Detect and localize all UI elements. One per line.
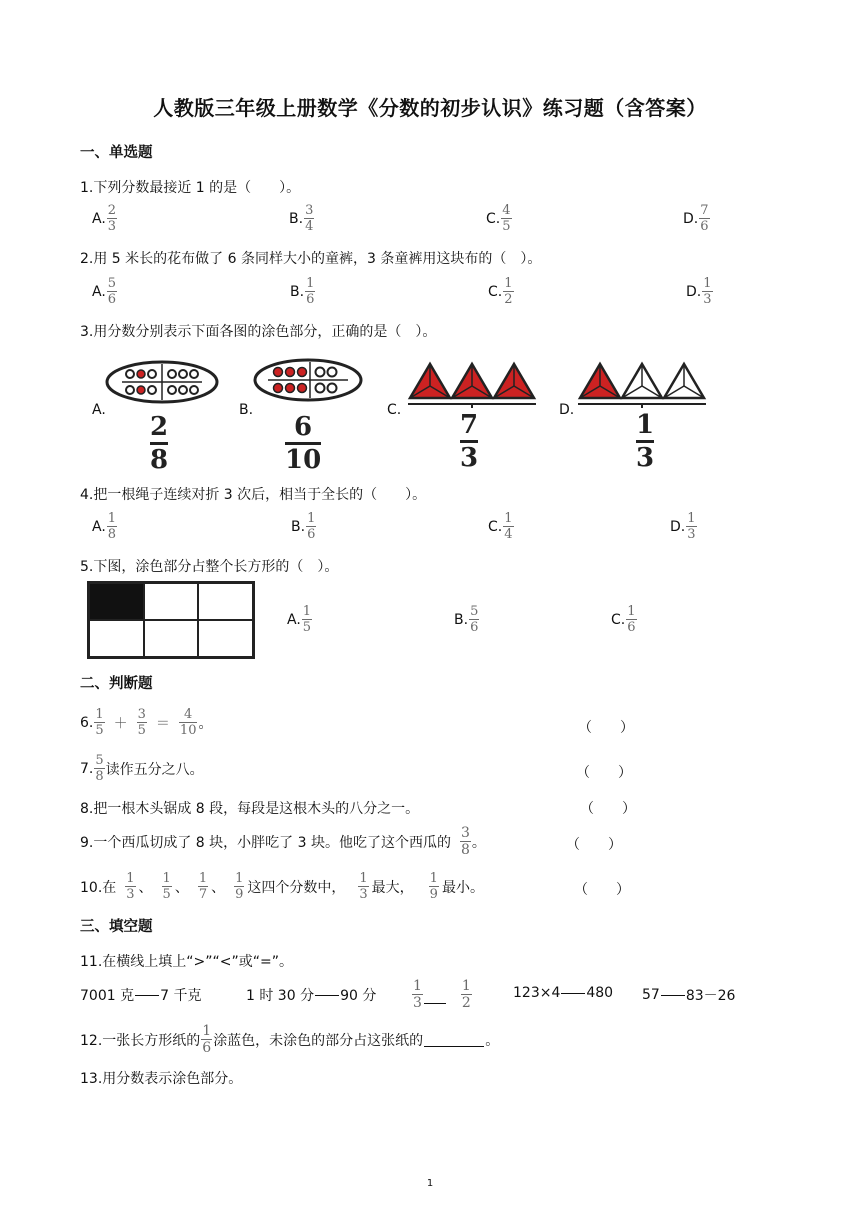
q3-option-c-fraction: 7 3 <box>460 410 479 473</box>
section-heading-single-choice: 一、单选题 <box>80 145 153 161</box>
page-number: 1 <box>426 1178 434 1189</box>
section-heading-fill-in: 三、填空题 <box>80 919 153 935</box>
answer-blank[interactable] <box>135 995 159 996</box>
fraction: $\frac{1}{6}$ <box>627 604 636 635</box>
q3-option-c-label[interactable]: C. <box>387 402 402 418</box>
q1-option-c[interactable]: C. $\frac{4}{5}$ <box>486 203 511 234</box>
q3-option-a-fraction: 2 8 <box>150 412 169 475</box>
grid-cell <box>89 620 144 657</box>
q5-option-c[interactable]: C. $\frac{1}{6}$ <box>611 604 636 635</box>
fraction: $\frac{3}{5}$ <box>137 707 146 738</box>
answer-blank[interactable] <box>561 993 585 994</box>
fraction: $\frac{1}{5}$ <box>162 871 171 902</box>
grid-cell <box>198 620 253 657</box>
fraction: $\frac{1}{3}$ <box>703 276 712 307</box>
grid-cell <box>144 583 199 620</box>
fraction: $\frac{1}{3}$ <box>126 871 135 902</box>
oval-circles-figure-b <box>252 356 364 406</box>
q4-option-d[interactable]: D. $\frac{1}{3}$ <box>670 511 696 542</box>
page-title: 人教版三年级上册数学《分数的初步认识》练习题（含答案） <box>153 96 707 120</box>
rectangle-grid-figure <box>87 581 255 659</box>
answer-blank[interactable] <box>424 1046 484 1047</box>
question-10: 10.在 $\frac{1}{3}$ 、 $\frac{1}{5}$ 、 $\frac{1}{7}$ 、 $\frac{1}{9}$ 这四个分数中， $\frac{1}{3}$ 最大， $\frac{1}{9}$ 最小。 <box>80 871 484 902</box>
fraction: $\frac{3}{8}$ <box>460 825 470 858</box>
q4-option-b[interactable]: B. $\frac{1}{6}$ <box>291 511 316 542</box>
fraction: $\frac{3}{4}$ <box>305 203 314 234</box>
fraction: $\frac{1}{6}$ <box>306 276 315 307</box>
fraction: $\frac{4}{10}$ <box>179 707 197 738</box>
q11-item-2: 1 时 30 分 90 分 <box>246 988 377 1004</box>
fraction: $\frac{1}{5}$ <box>302 604 312 635</box>
question-7: 7. $\frac{5}{8}$ 读作五分之八。 <box>80 753 204 784</box>
q1-option-a[interactable]: A. $\frac{2}{3}$ <box>92 203 117 234</box>
answer-blank[interactable] <box>315 995 339 996</box>
triangles-figure-d <box>574 358 710 408</box>
fraction: $\frac{1}{3}$ <box>359 871 368 902</box>
answer-blank[interactable] <box>424 1003 446 1004</box>
triangles-figure-c <box>404 358 540 408</box>
q11-item-5: 57 83－26 <box>642 987 736 1004</box>
q11-item-3 <box>412 979 472 1010</box>
q4-option-a[interactable]: A. $\frac{1}{8}$ <box>92 511 117 542</box>
fraction: $\frac{5}{6}$ <box>107 276 117 307</box>
question-6: 6. $\frac{1}{5}$ ＋ $\frac{3}{5}$ ＝ $\frac{4}{10}$ 。 <box>80 707 213 738</box>
q3-option-b-fraction: 6 10 <box>285 412 322 475</box>
q2-option-a[interactable]: A. $\frac{5}{6}$ <box>92 276 117 307</box>
q5-option-b[interactable]: B. $\frac{5}{6}$ <box>454 604 479 635</box>
fraction: $\frac{1}{5}$ <box>95 707 104 738</box>
answer-parens-q6[interactable]: （ ） <box>578 720 634 736</box>
q3-option-d-fraction: 1 3 <box>636 410 655 473</box>
shaded-cell <box>89 583 144 620</box>
question-11: 11.在横线上填上“>”“<”或“=”。 <box>80 954 293 970</box>
question-12: 12.一张长方形纸的 $\frac{1}{6}$ 涂蓝色，未涂色的部分占这张纸的 。 <box>80 1023 500 1056</box>
fraction: $\frac{1}{3}$ <box>687 511 696 542</box>
fraction: $\frac{4}{5}$ <box>502 203 511 234</box>
fraction: $\frac{1}{4}$ <box>504 511 513 542</box>
fraction: $\frac{1}{2}$ <box>461 978 471 1011</box>
fraction: $\frac{1}{6}$ <box>307 511 316 542</box>
q5-option-a[interactable]: A. $\frac{1}{5}$ <box>287 604 312 635</box>
fraction: $\frac{1}{3}$ <box>413 978 422 1011</box>
q3-option-d-label[interactable]: D. <box>559 402 575 418</box>
fraction: $\frac{7}{6}$ <box>700 203 709 234</box>
answer-parens-q10[interactable]: （ ） <box>574 882 630 898</box>
question-3: 3.用分数分别表示下面各图的涂色部分，正确的是（ ）。 <box>80 324 437 340</box>
question-13: 13.用分数表示涂色部分。 <box>80 1071 243 1087</box>
q11-item-4: 123×4 480 <box>513 985 614 1001</box>
fraction: $\frac{1}{6}$ <box>202 1023 212 1056</box>
answer-parens-q9[interactable]: （ ） <box>566 837 622 853</box>
q2-option-d[interactable]: D. $\frac{1}{3}$ <box>686 276 712 307</box>
question-5: 5.下图，涂色部分占整个长方形的（ ）。 <box>80 559 339 575</box>
q4-option-c[interactable]: C. $\frac{1}{4}$ <box>488 511 513 542</box>
question-1: 1.下列分数最接近 1 的是（ ）。 <box>80 180 301 196</box>
fraction: $\frac{1}{7}$ <box>198 871 208 902</box>
q11-item-1: 7001 克 7 千克 <box>80 988 202 1004</box>
q3-option-a-label[interactable]: A. <box>92 402 106 418</box>
question-4: 4.把一根绳子连续对折 3 次后，相当于全长的（ ）。 <box>80 487 427 503</box>
q2-option-c[interactable]: C. $\frac{1}{2}$ <box>488 276 513 307</box>
q1-option-b[interactable]: B. $\frac{3}{4}$ <box>289 203 314 234</box>
question-8: 8.把一根木头锯成 8 段，每段是这根木头的八分之一。 <box>80 801 420 817</box>
oval-circles-figure-a <box>104 358 222 408</box>
grid-cell <box>198 583 253 620</box>
fraction: $\frac{5}{6}$ <box>470 604 479 635</box>
fraction: $\frac{1}{9}$ <box>429 871 438 902</box>
fraction: $\frac{1}{9}$ <box>235 871 244 902</box>
fraction: $\frac{2}{3}$ <box>107 203 117 234</box>
q3-option-b-label[interactable]: B. <box>239 402 254 418</box>
q1-option-d[interactable]: D. $\frac{7}{6}$ <box>683 203 709 234</box>
fraction: $\frac{5}{8}$ <box>95 753 104 784</box>
fraction: $\frac{1}{8}$ <box>107 511 117 542</box>
grid-cell <box>144 620 199 657</box>
question-2: 2.用 5 米长的花布做了 6 条同样大小的童裤，3 条童裤用这块布的（ ）。 <box>80 251 542 267</box>
question-9: 9.一个西瓜切成了 8 块，小胖吃了 3 块。他吃了这个西瓜的 $\frac{3}{8}$ 。 <box>80 825 486 858</box>
section-heading-true-false: 二、判断题 <box>80 676 153 692</box>
answer-parens-q8[interactable]: （ ） <box>580 801 636 817</box>
answer-blank[interactable] <box>661 995 685 996</box>
fraction: $\frac{1}{2}$ <box>504 276 513 307</box>
answer-parens-q7[interactable]: （ ） <box>576 765 632 781</box>
q2-option-b[interactable]: B. $\frac{1}{6}$ <box>290 276 315 307</box>
